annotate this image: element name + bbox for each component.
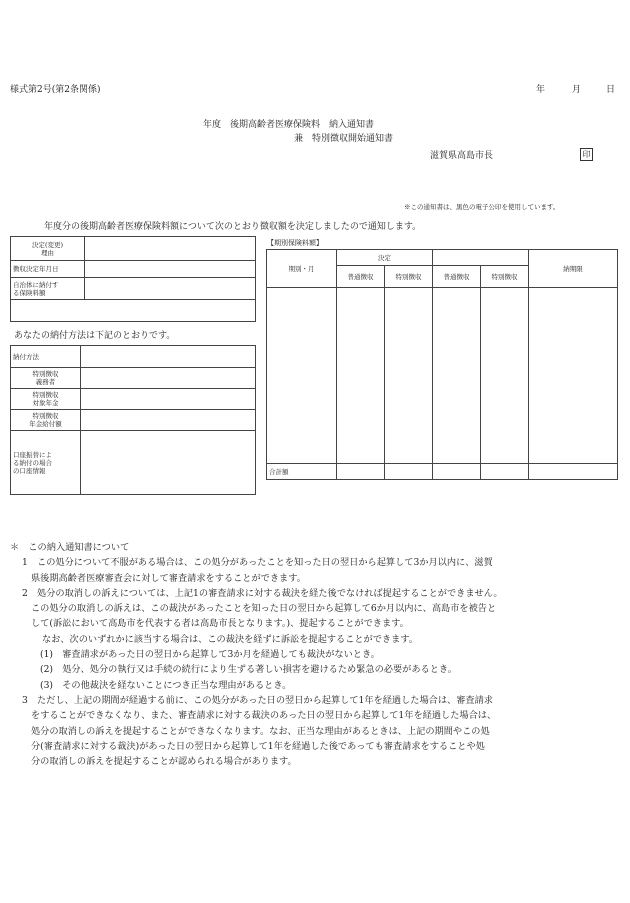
bank-account-label: 口座振替によ る納付の場合 の口座情報 [11, 431, 81, 495]
payment-method-label: 納付方法 [11, 346, 81, 368]
note-line: 処分の取消しの訴えを提起することができなくなります。なお、正当な理由があるときは、上記の期間やこの処 [31, 725, 490, 737]
ordinary-body-cell-2 [433, 288, 481, 464]
payable-amount-label: 自治体に納付す る保険料額 [11, 278, 85, 300]
ordinary-body-cell [337, 288, 385, 464]
note-line: 2 処分の取消しの訴えについては、上記1の審査請求に対する裁決を経た後でなければ提起することができません。 [22, 587, 503, 599]
period-premium-table [266, 249, 618, 480]
special-collection-header-2: 特別徴収 [481, 266, 529, 288]
note-line: 1 この処分について不服がある場合は、この処分があったことを知った日の翌日から起算して3か月以内に、滋賀 [22, 557, 493, 569]
total-ordinary-cell-2 [433, 464, 481, 480]
period-header: 期別・月 [267, 250, 337, 288]
ordinary-collection-header-2: 普通徴収 [433, 266, 481, 288]
payment-method-intro: あなたの納付方法は下記のとおりです。 [14, 331, 176, 341]
total-label: 合計額 [267, 464, 337, 480]
note-line: なお、次のいずれかに該当する場合は、この裁決を経ずに訴訟を提起することができます。 [42, 633, 418, 645]
period-table-caption: 【期別保険料額】 [267, 239, 323, 247]
payable-amount-cell [85, 278, 256, 300]
decision-info-table [10, 236, 256, 322]
intro-text: 年度分の後期高齢者医療保険料額について次のとおり徴収額を決定しましたので通知します。 [44, 222, 422, 232]
seal-note: ※この通知書は、黒色の電子公印を使用しています。 [404, 203, 560, 211]
special-body-cell-2 [481, 288, 529, 464]
payment-method-table [10, 345, 256, 495]
total-ordinary-cell [337, 464, 385, 480]
date-year-label: 年 [536, 85, 546, 95]
note-line: して(訴訟において高島市を代表する者は高島市長となります。)、提起することができます。 [31, 618, 409, 630]
note-line: 県後期高齢者医療審査会に対して審査請求をすることができます。 [31, 572, 306, 584]
notice-section [10, 540, 622, 769]
pension-amount-label: 特別徴収 年金給付額 [11, 410, 81, 431]
seal-stamp: 印 [580, 148, 593, 161]
payment-method-cell [81, 346, 256, 368]
note-line: (2) 処分、処分の執行又は手続の続行により生ずる著しい損害を避けるため緊急の必要があるとき。 [40, 664, 457, 676]
notice-title: ＊ この納入通知書について [10, 542, 130, 553]
note-line: (1) 審査請求があった日の翌日から起算して3か月を経過しても裁決がないとき。 [40, 649, 380, 661]
target-pension-cell [81, 389, 256, 410]
note-line: 分の取消しの訴えを提起することが認められる場合があります。 [31, 756, 297, 768]
total-due-cell [529, 464, 618, 480]
bank-account-cell [81, 431, 256, 495]
special-collection-header: 特別徴収 [385, 266, 433, 288]
period-body-cell [267, 288, 337, 464]
ordinary-collection-header: 普通徴収 [337, 266, 385, 288]
document-subtitle: 兼 特別徴収開始通知書 [294, 134, 394, 144]
document-title: 年度 後期高齢者医療保険料 納入通知書 [203, 120, 375, 130]
date-day-label: 日 [606, 85, 616, 95]
note-line: 分(審査請求に対する裁決)があった日の翌日から起算して1年を経過した後であっても審査請求をすることや処 [31, 740, 485, 752]
decision-reason-label: 決定(変更) 理由 [11, 237, 85, 261]
note-line: この処分の取消しの訴えは、この裁決があったことを知った日の翌日から起算して6か月以内に、高島市を被告と [31, 603, 497, 615]
note-line: (3) その他裁決を経ないことにつき正当な理由があるとき。 [40, 679, 292, 691]
withholding-agent-cell [81, 368, 256, 389]
decision-date-label: 徴収決定年月日 [11, 261, 85, 278]
pension-amount-cell [81, 410, 256, 431]
due-date-header: 納期限 [529, 250, 618, 288]
issuer-name: 滋賀県高島市長 [430, 151, 494, 161]
total-special-cell-2 [481, 464, 529, 480]
special-body-cell [385, 288, 433, 464]
due-date-body-cell [529, 288, 618, 464]
withholding-agent-label: 特別徴収 義務者 [11, 368, 81, 389]
total-special-cell [385, 464, 433, 480]
form-number: 様式第2号(第2条関係) [10, 85, 101, 95]
date-month-label: 月 [572, 85, 582, 95]
blank-row [11, 300, 256, 322]
decided-header: 決定 [337, 250, 433, 266]
change-header [433, 250, 529, 266]
note-line: をすることができなくなり、また、審査請求に対する裁決のあった日の翌日から起算して1年を経過した場合は、 [31, 710, 497, 722]
decision-date-cell [85, 261, 256, 278]
note-line: 3 ただし、上記の期間が経過する前に、この処分があった日の翌日から起算して1年を経過した場合は、審査請求 [22, 694, 493, 706]
decision-reason-cell [85, 237, 256, 261]
target-pension-label: 特別徴収 対象年金 [11, 389, 81, 410]
